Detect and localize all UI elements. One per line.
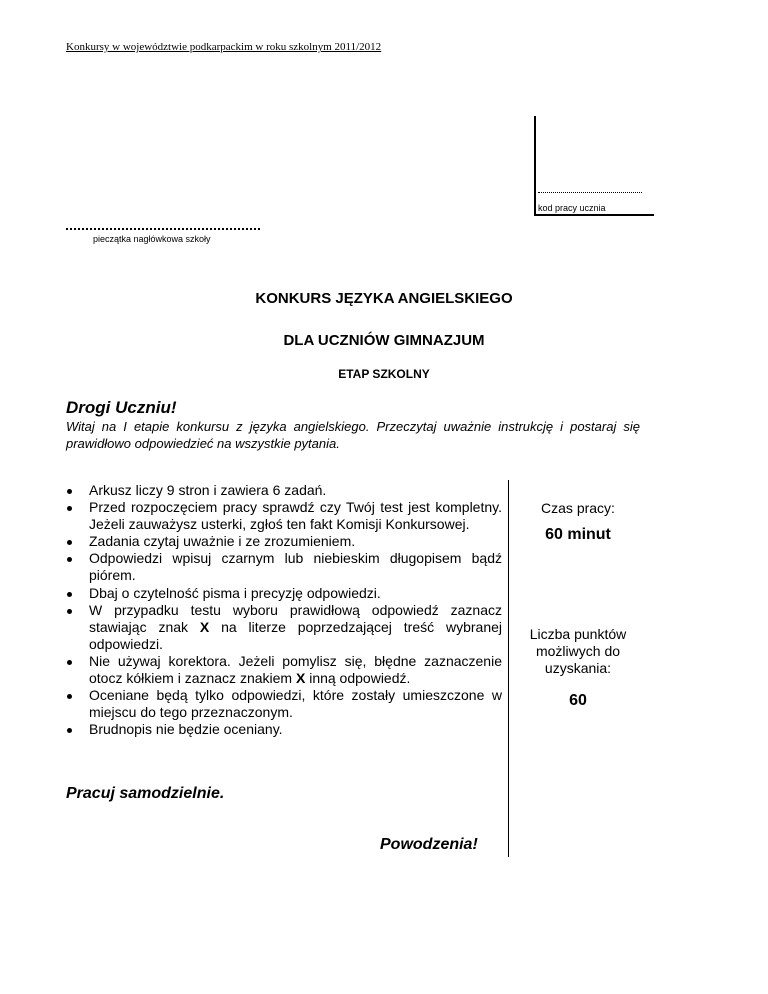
bullet-icon — [67, 694, 72, 699]
bullet-icon — [67, 540, 72, 545]
instruction-text: Brudnopis nie będzie oceniany. — [89, 721, 283, 738]
contest-stage: ETAP SZKOLNY — [338, 367, 430, 381]
bullet-icon — [67, 609, 72, 614]
points-label: Liczba punktów możliwych do uzyskania: — [529, 626, 627, 676]
contest-subtitle: DLA UCZNIÓW GIMNAZJUM — [283, 332, 485, 349]
instructions-list — [66, 482, 502, 738]
instruction-item — [66, 499, 502, 533]
school-stamp-label: pieczątka nagłówkowa szkoły — [93, 234, 211, 244]
bullet-icon — [67, 506, 72, 511]
time-label: Czas pracy: — [541, 500, 615, 516]
time-value: 60 minut — [545, 526, 611, 543]
instruction-item — [66, 533, 502, 550]
student-code-line — [538, 192, 642, 193]
instruction-text: Dbaj o czytelność pisma i precyzję odpowiedzi. — [89, 584, 381, 601]
greeting: Drogi Uczniu! — [66, 398, 177, 417]
contest-title: KONKURS JĘZYKA ANGIELSKIEGO — [255, 290, 513, 307]
intro-text: Witaj na I etapie konkursu z języka angielskiego. Przeczytaj uważnie instrukcję i postaraj się prawidłowo odpowiedzieć na wszystkie pytania. — [66, 419, 640, 451]
instruction-text: Oceniane będą tylko odpowiedzi, które zostały umieszczone w miejscu do tego przeznaczonym. — [89, 687, 502, 721]
instruction-item — [66, 482, 502, 499]
instruction-item — [66, 687, 502, 721]
instruction-text: Arkusz liczy 9 stron i zawiera 6 zadań. — [89, 482, 327, 498]
bullet-icon — [67, 660, 72, 665]
instruction-text: W przypadku testu wyboru prawidłową odpowiedź zaznacz stawiając znak — [89, 601, 502, 635]
instruction-item — [66, 602, 502, 653]
instruction-text: Zadania czytaj uważnie i ze zrozumieniem. — [89, 533, 356, 550]
instruction-item — [66, 550, 502, 584]
mark-symbol: X — [295, 670, 306, 687]
bullet-icon — [67, 728, 72, 733]
bullet-icon — [67, 592, 72, 597]
student-code-box — [534, 116, 654, 216]
instruction-item — [66, 653, 502, 687]
bullet-icon — [67, 489, 72, 494]
good-luck-note: Powodzenia! — [380, 836, 478, 853]
work-alone-note: Pracuj samodzielnie. — [66, 785, 225, 802]
instruction-text: Przed rozpoczęciem pracy sprawdź czy Twój test jest kompletny. Jeżeli zauważysz usterki, zgłoś ten fakt Komisji Konkursowej. — [89, 499, 502, 533]
student-code-label: kod pracy ucznia — [538, 203, 606, 213]
instruction-text: na literze poprzedzającej treść wybranej odpowiedzi. — [89, 618, 503, 652]
instruction-item — [66, 721, 502, 738]
instruction-text: inną odpowiedź. — [305, 670, 411, 687]
school-stamp-line — [66, 228, 260, 230]
header-note: Konkursy w województwie podkarpackim w roku szkolnym 2011/2012 — [66, 41, 382, 53]
instruction-item — [66, 585, 502, 602]
mark-symbol: X — [199, 618, 210, 635]
points-value: 60 — [569, 692, 587, 709]
bullet-icon — [67, 557, 72, 562]
instruction-text: Nie używaj korektora. Jeżeli pomylisz się, błędne zaznaczenie otocz kółkiem i zaznacz znakiem — [89, 652, 502, 687]
instruction-text: Odpowiedzi wpisuj czarnym lub niebieskim długopisem bądź piórem. — [89, 550, 502, 584]
column-divider — [508, 480, 509, 857]
